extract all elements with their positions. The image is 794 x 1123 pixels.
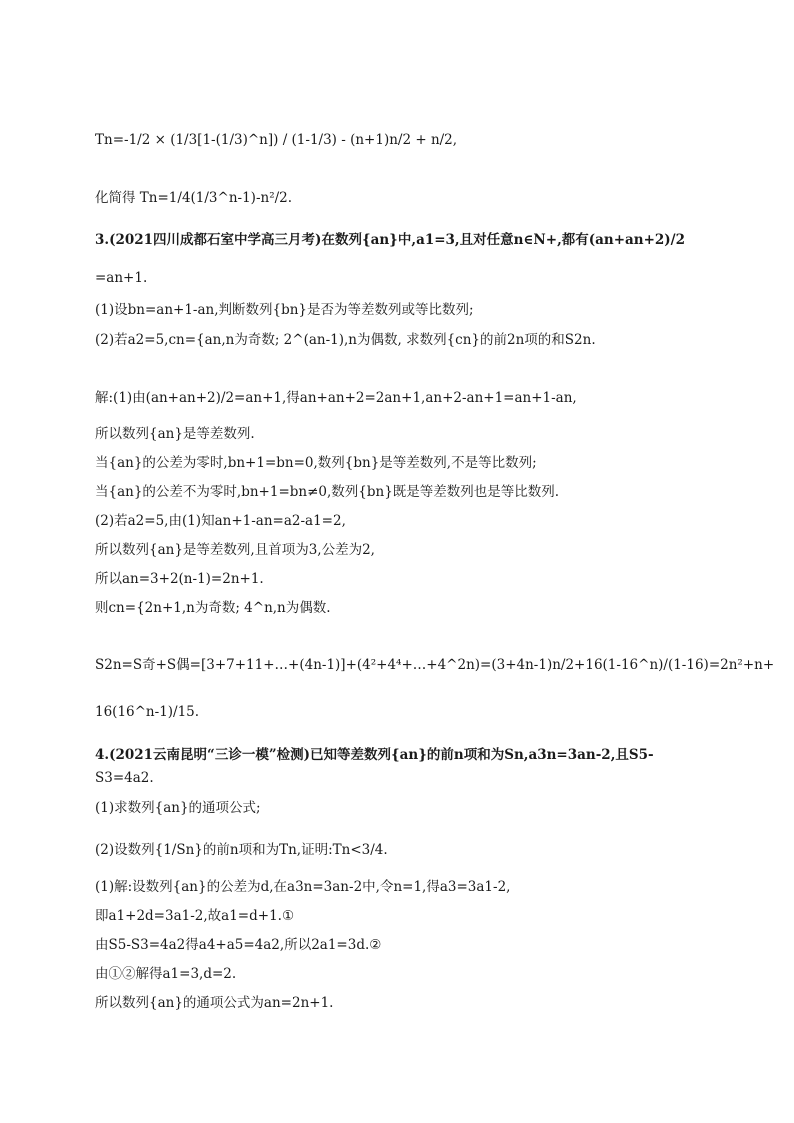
text-line: 所以an=3+2(n-1)=2n+1. [95,571,264,587]
text-line: 解:(1)由(an+an+2)/2=an+1,得an+an+2=2an+1,an+2-an+1=an+1-an, [95,390,577,406]
text-line: 当{an}的公差不为零时,bn+1=bn≠0,数列{bn}既是等差数列也是等比数列. [95,484,560,500]
text-line: 化简得 Tn=1/4(1/3^n-1)-n²/2. [95,190,293,206]
text-line: 所以数列{an}是等差数列,且首项为3,公差为2, [95,542,375,558]
text-line: =an+1. [95,270,148,286]
text-line: (2)若a2=5,cn={an,n为奇数; 2^(an-1),n为偶数, 求数列{cn}的前2n项的和S2n. [95,332,596,348]
text-line: 由①②解得a1=3,d=2. [95,966,237,982]
text-line: 3.(2021四川成都石室中学高三月考)在数列{an}中,a1=3,且对任意n∈N+,都有(an+an+2)/2 [95,232,686,248]
text-line: 则cn={2n+1,n为奇数; 4^n,n为偶数. [95,600,331,616]
text-line: 当{an}的公差为零时,bn+1=bn=0,数列{bn}是等差数列,不是等比数列; [95,455,537,471]
text-line: (2)若a2=5,由(1)知an+1-an=a2-a1=2, [95,513,346,529]
text-line: 4.(2021云南昆明“三诊一模”检测)已知等差数列{an}的前n项和为Sn,a3n=3an-2,且S5- [95,747,654,763]
text-line: 所以数列{an}是等差数列. [95,426,255,442]
text-line: (2)设数列{1/Sn}的前n项和为Tn,证明:Tn<3/4. [95,842,388,858]
text-line: (1)求数列{an}的通项公式; [95,800,261,816]
text-line: Tn=-1/2 × (1/3[1-(1/3)^n]) / (1-1/3) - (n+1)n/2 + n/2, [95,132,458,148]
text-line: 16(16^n-1)/15. [95,704,200,720]
text-line: S2n=S奇+S偶=[3+7+11+…+(4n-1)]+(4²+4⁴+…+4^2n)=(3+4n-1)n/2+16(1-16^n)/(1-16)=2n²+n+ [95,657,775,673]
text-line: (1)解:设数列{an}的公差为d,在a3n=3an-2中,令n=1,得a3=3a1-2, [95,879,511,895]
text-line: (1)设bn=an+1-an,判断数列{bn}是否为等差数列或等比数列; [95,302,474,318]
text-line: 由S5-S3=4a2得a4+a5=4a2,所以2a1=3d.② [95,937,382,953]
text-line: 即a1+2d=3a1-2,故a1=d+1.① [95,908,295,924]
text-line: 所以数列{an}的通项公式为an=2n+1. [95,995,334,1011]
text-line: S3=4a2. [95,770,154,786]
